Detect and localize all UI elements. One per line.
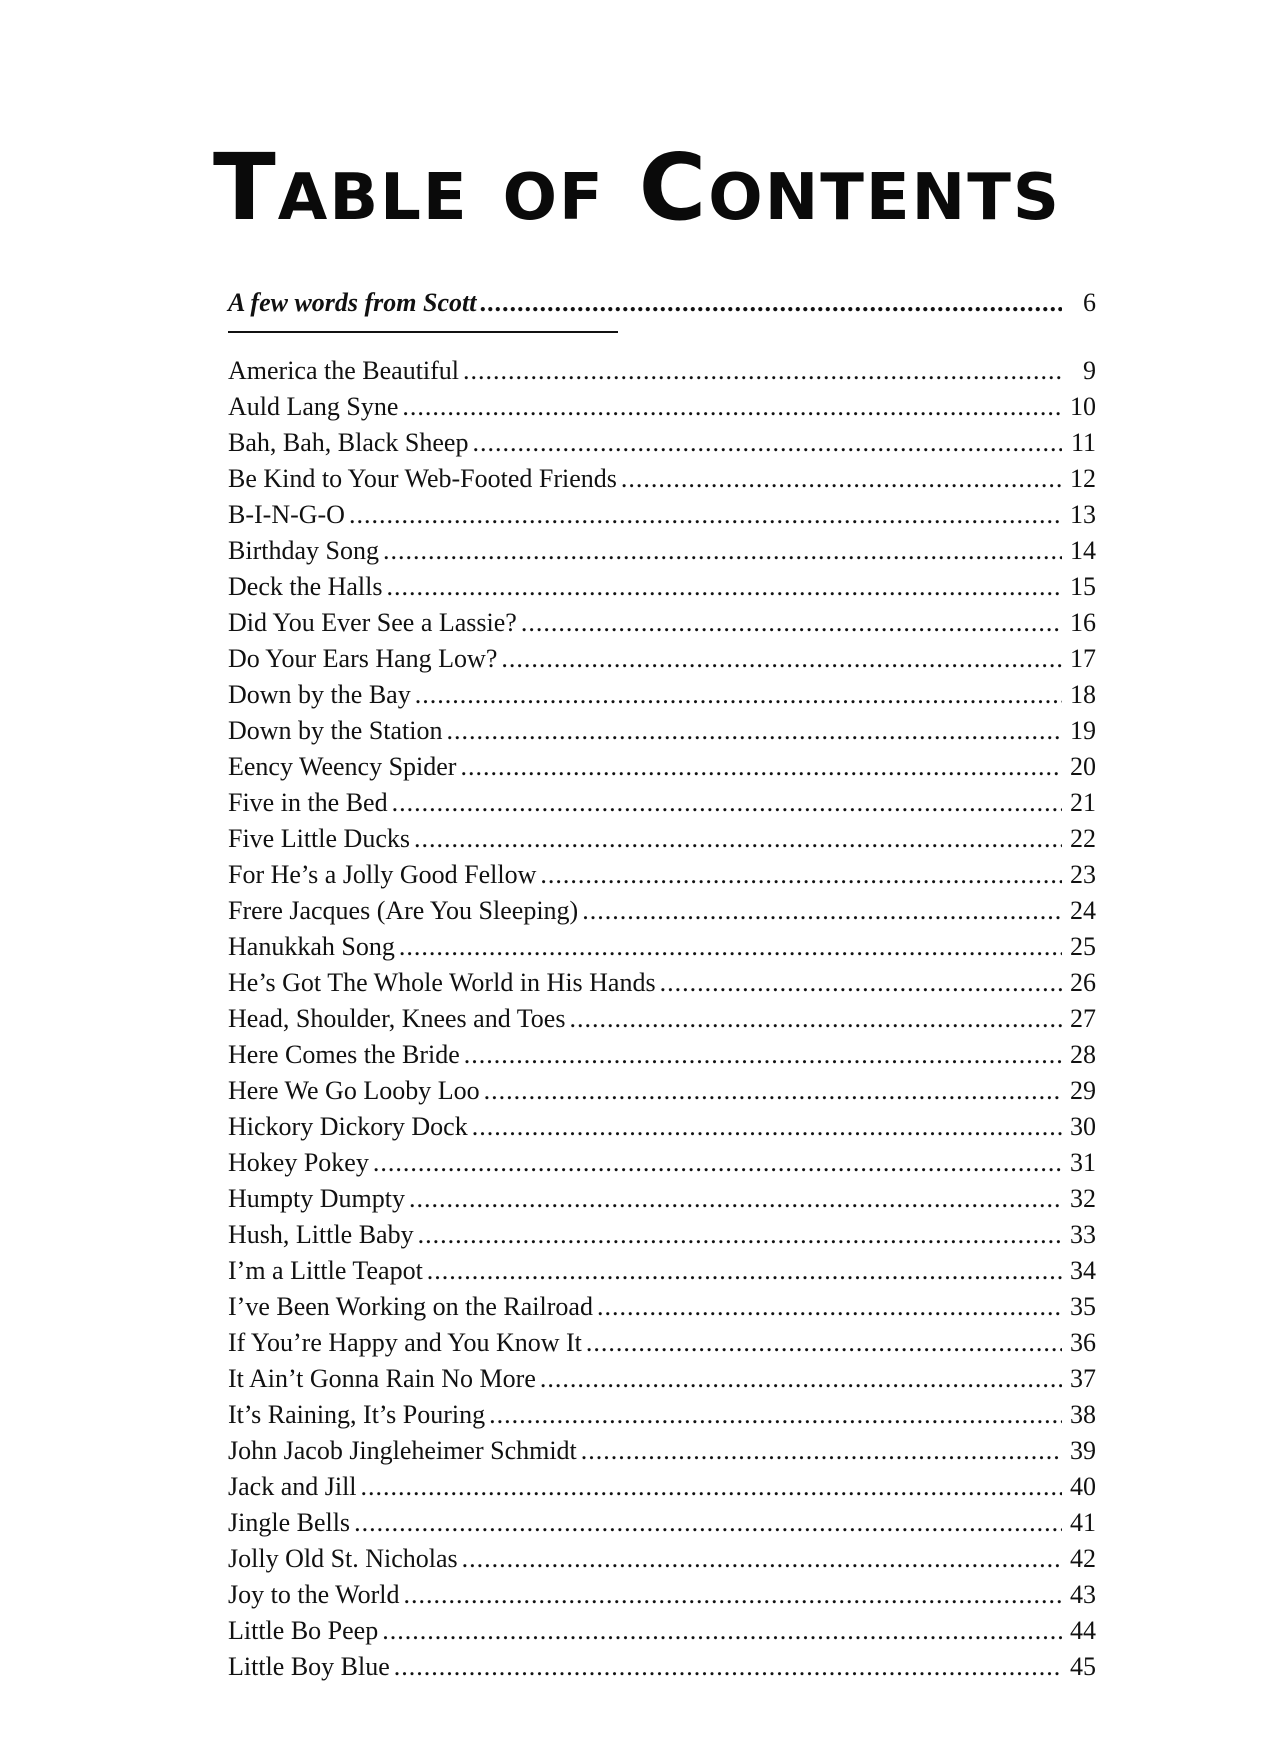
- toc-entry-page: 17: [1070, 644, 1096, 673]
- toc-entry[interactable]: [228, 1145, 1096, 1181]
- toc-entry-label: A few words from Scott: [228, 288, 477, 317]
- dot-leader: [414, 821, 1062, 857]
- toc-entry-page: 18: [1070, 680, 1096, 709]
- dot-leader: [399, 929, 1062, 965]
- toc-entry-page: 22: [1070, 824, 1096, 853]
- toc-entry[interactable]: [228, 1253, 1096, 1289]
- toc-entry-page: 44: [1070, 1616, 1096, 1645]
- toc-entry[interactable]: [228, 461, 1096, 497]
- toc-entry[interactable]: [228, 1109, 1096, 1145]
- dot-leader: [660, 965, 1062, 1001]
- toc-entry-label: Auld Lang Syne: [228, 392, 399, 421]
- toc-entry-page: 23: [1070, 860, 1096, 889]
- dot-leader: [383, 533, 1062, 569]
- toc-entry-label: Five Little Ducks: [228, 824, 410, 853]
- toc-entry[interactable]: [228, 893, 1096, 929]
- toc-entry-label: It Ain’t Gonna Rain No More: [228, 1364, 536, 1393]
- toc-entry-label: Little Bo Peep: [228, 1616, 379, 1645]
- toc-entry-label: Jolly Old St. Nicholas: [228, 1544, 458, 1573]
- dot-leader: [394, 1649, 1062, 1685]
- dot-leader: [460, 749, 1062, 785]
- toc-entry-label: Five in the Bed: [228, 788, 388, 817]
- toc-entry-label: America the Beautiful: [228, 356, 460, 385]
- toc-entry-label: Hickory Dickory Dock: [228, 1112, 468, 1141]
- dot-leader: [361, 1469, 1062, 1505]
- dot-leader: [501, 641, 1062, 677]
- toc-entry-page: 12: [1070, 464, 1096, 493]
- toc-entry[interactable]: [228, 1289, 1096, 1325]
- toc-entry-page: 38: [1070, 1400, 1096, 1429]
- toc-entry-page: 42: [1070, 1544, 1096, 1573]
- toc-entry-page: 16: [1070, 608, 1096, 637]
- dot-leader: [373, 1145, 1062, 1181]
- dot-leader: [402, 389, 1062, 425]
- dot-leader: [387, 569, 1062, 605]
- toc-entry[interactable]: [228, 749, 1096, 785]
- toc-entry[interactable]: [228, 1541, 1096, 1577]
- dot-leader: [427, 1253, 1062, 1289]
- toc-entry[interactable]: [228, 605, 1096, 641]
- dot-leader: [462, 1541, 1062, 1577]
- toc-entry-label: Here Comes the Bride: [228, 1040, 460, 1069]
- toc-entry-page: 13: [1070, 500, 1096, 529]
- dot-leader: [403, 1577, 1062, 1613]
- dot-leader: [586, 1325, 1062, 1361]
- toc-entry-page: 37: [1070, 1364, 1096, 1393]
- dot-leader: [621, 461, 1062, 497]
- toc-entry-label: Frere Jacques (Are You Sleeping): [228, 896, 579, 925]
- toc-entry[interactable]: [228, 1001, 1096, 1037]
- toc-entry[interactable]: [228, 569, 1096, 605]
- dot-leader: [392, 785, 1062, 821]
- toc-entry[interactable]: [228, 1613, 1096, 1649]
- toc-entry-label: Do Your Ears Hang Low?: [228, 644, 498, 673]
- toc-entry-page: 34: [1070, 1256, 1096, 1285]
- toc-intro-entry[interactable]: [228, 285, 1096, 321]
- toc-entry-page: 43: [1070, 1580, 1096, 1609]
- dot-leader: [484, 1073, 1062, 1109]
- toc-entry[interactable]: [228, 1433, 1096, 1469]
- toc-entry-page: 39: [1070, 1436, 1096, 1465]
- toc-entry-label: Jack and Jill: [228, 1472, 357, 1501]
- toc-entry-page: 28: [1070, 1040, 1096, 1069]
- toc-entry[interactable]: [228, 353, 1096, 389]
- toc-entry-label: Down by the Bay: [228, 680, 411, 709]
- toc-entry-label: Down by the Station: [228, 716, 443, 745]
- dot-leader: [540, 1361, 1062, 1397]
- toc-entry-page: 45: [1070, 1652, 1096, 1681]
- toc-entry-label: It’s Raining, It’s Pouring: [228, 1400, 486, 1429]
- toc-entry-page: 40: [1070, 1472, 1096, 1501]
- toc-entry[interactable]: [228, 1325, 1096, 1361]
- toc-entry-page: 11: [1070, 428, 1096, 457]
- dot-leader: [354, 1505, 1062, 1541]
- toc-entry[interactable]: [228, 1469, 1096, 1505]
- dot-leader: [382, 1613, 1062, 1649]
- dot-leader: [409, 1181, 1062, 1217]
- toc-entry[interactable]: [228, 1073, 1096, 1109]
- toc-entry-label: B-I-N-G-O: [228, 500, 345, 529]
- toc-entry-label: If You’re Happy and You Know It: [228, 1328, 582, 1357]
- toc-entry[interactable]: [228, 713, 1096, 749]
- toc-entry-label: Little Boy Blue: [228, 1652, 390, 1681]
- toc-entry[interactable]: [228, 785, 1096, 821]
- toc-entry-label: Deck the Halls: [228, 572, 383, 601]
- toc-entry[interactable]: [228, 1505, 1096, 1541]
- toc-entry[interactable]: [228, 677, 1096, 713]
- toc-entry-label: Head, Shoulder, Knees and Toes: [228, 1004, 566, 1033]
- section-divider: [228, 331, 618, 333]
- toc-entry-page: 33: [1070, 1220, 1096, 1249]
- toc-entry[interactable]: [228, 1037, 1096, 1073]
- page-title: Table of Contents: [213, 133, 1061, 241]
- dot-leader: [464, 1037, 1062, 1073]
- dot-leader: [597, 1289, 1062, 1325]
- toc-entry-label: For He’s a Jolly Good Fellow: [228, 860, 537, 889]
- toc-entry-page: 10: [1070, 392, 1096, 421]
- toc-entry-page: 25: [1070, 932, 1096, 961]
- dot-leader: [480, 285, 1062, 321]
- toc-entry-label: Joy to the World: [228, 1580, 400, 1609]
- dot-leader: [581, 1433, 1062, 1469]
- toc-entry-page: 19: [1070, 716, 1096, 745]
- toc-entry[interactable]: [228, 1181, 1096, 1217]
- toc-entry[interactable]: [228, 1361, 1096, 1397]
- dot-leader: [472, 425, 1062, 461]
- toc-entry-page: 20: [1070, 752, 1096, 781]
- toc-entry[interactable]: [228, 533, 1096, 569]
- toc-entry-page: 29: [1070, 1076, 1096, 1105]
- dot-leader: [418, 1217, 1062, 1253]
- toc-entry[interactable]: [228, 929, 1096, 965]
- toc-entry-label: Be Kind to Your Web-Footed Friends: [228, 464, 617, 493]
- toc-entry-label: Hokey Pokey: [228, 1148, 369, 1177]
- toc-entry-label: Hanukkah Song: [228, 932, 395, 961]
- toc-entry-label: Hush, Little Baby: [228, 1220, 414, 1249]
- toc-entry[interactable]: [228, 389, 1096, 425]
- toc-entry[interactable]: [228, 857, 1096, 893]
- dot-leader: [415, 677, 1062, 713]
- dot-leader: [521, 605, 1062, 641]
- toc-entry-label: Jingle Bells: [228, 1508, 351, 1537]
- toc-entry-page: 32: [1070, 1184, 1096, 1213]
- toc-entry-label: I’m a Little Teapot: [228, 1256, 423, 1285]
- dot-leader: [447, 713, 1063, 749]
- dot-leader: [349, 497, 1062, 533]
- toc-entry-page: 36: [1070, 1328, 1096, 1357]
- toc-entry-label: I’ve Been Working on the Railroad: [228, 1292, 593, 1321]
- toc-entry-label: Humpty Dumpty: [228, 1184, 405, 1213]
- toc-entry[interactable]: [228, 1577, 1096, 1613]
- toc-entry-page: 27: [1070, 1004, 1096, 1033]
- dot-leader: [463, 353, 1062, 389]
- toc-entry-label: Bah, Bah, Black Sheep: [228, 428, 469, 457]
- toc-entry-label: He’s Got The Whole World in His Hands: [228, 968, 656, 997]
- toc-entry[interactable]: [228, 965, 1096, 1001]
- toc-entry-label: John Jacob Jingleheimer Schmidt: [228, 1436, 577, 1465]
- toc-entry-page: 6: [1083, 288, 1096, 317]
- toc-entry[interactable]: [228, 1217, 1096, 1253]
- toc-entry-page: 21: [1070, 788, 1096, 817]
- toc-entry-page: 35: [1070, 1292, 1096, 1321]
- toc-entry-label: Eency Weency Spider: [228, 752, 457, 781]
- toc-entry-page: 24: [1070, 896, 1096, 925]
- table-of-contents: [228, 285, 1096, 1685]
- toc-entry-list: [228, 353, 1096, 1685]
- toc-entry[interactable]: [228, 641, 1096, 677]
- toc-entry[interactable]: [228, 1649, 1096, 1685]
- dot-leader: [472, 1109, 1062, 1145]
- toc-entry-page: 41: [1070, 1508, 1096, 1537]
- toc-entry-page: 30: [1070, 1112, 1096, 1141]
- dot-leader: [540, 857, 1062, 893]
- toc-entry-page: 14: [1070, 536, 1096, 565]
- toc-entry[interactable]: [228, 821, 1096, 857]
- dot-leader: [489, 1397, 1062, 1433]
- toc-entry-label: Did You Ever See a Lassie?: [228, 608, 517, 637]
- toc-entry-page: 26: [1070, 968, 1096, 997]
- toc-entry[interactable]: [228, 425, 1096, 461]
- toc-entry-label: Here We Go Looby Loo: [228, 1076, 480, 1105]
- toc-entry[interactable]: [228, 1397, 1096, 1433]
- toc-entry-page: 15: [1070, 572, 1096, 601]
- toc-entry[interactable]: [228, 497, 1096, 533]
- dot-leader: [569, 1001, 1062, 1037]
- dot-leader: [582, 893, 1062, 929]
- toc-entry-page: 31: [1070, 1148, 1096, 1177]
- toc-entry-page: 9: [1083, 356, 1096, 385]
- toc-entry-label: Birthday Song: [228, 536, 379, 565]
